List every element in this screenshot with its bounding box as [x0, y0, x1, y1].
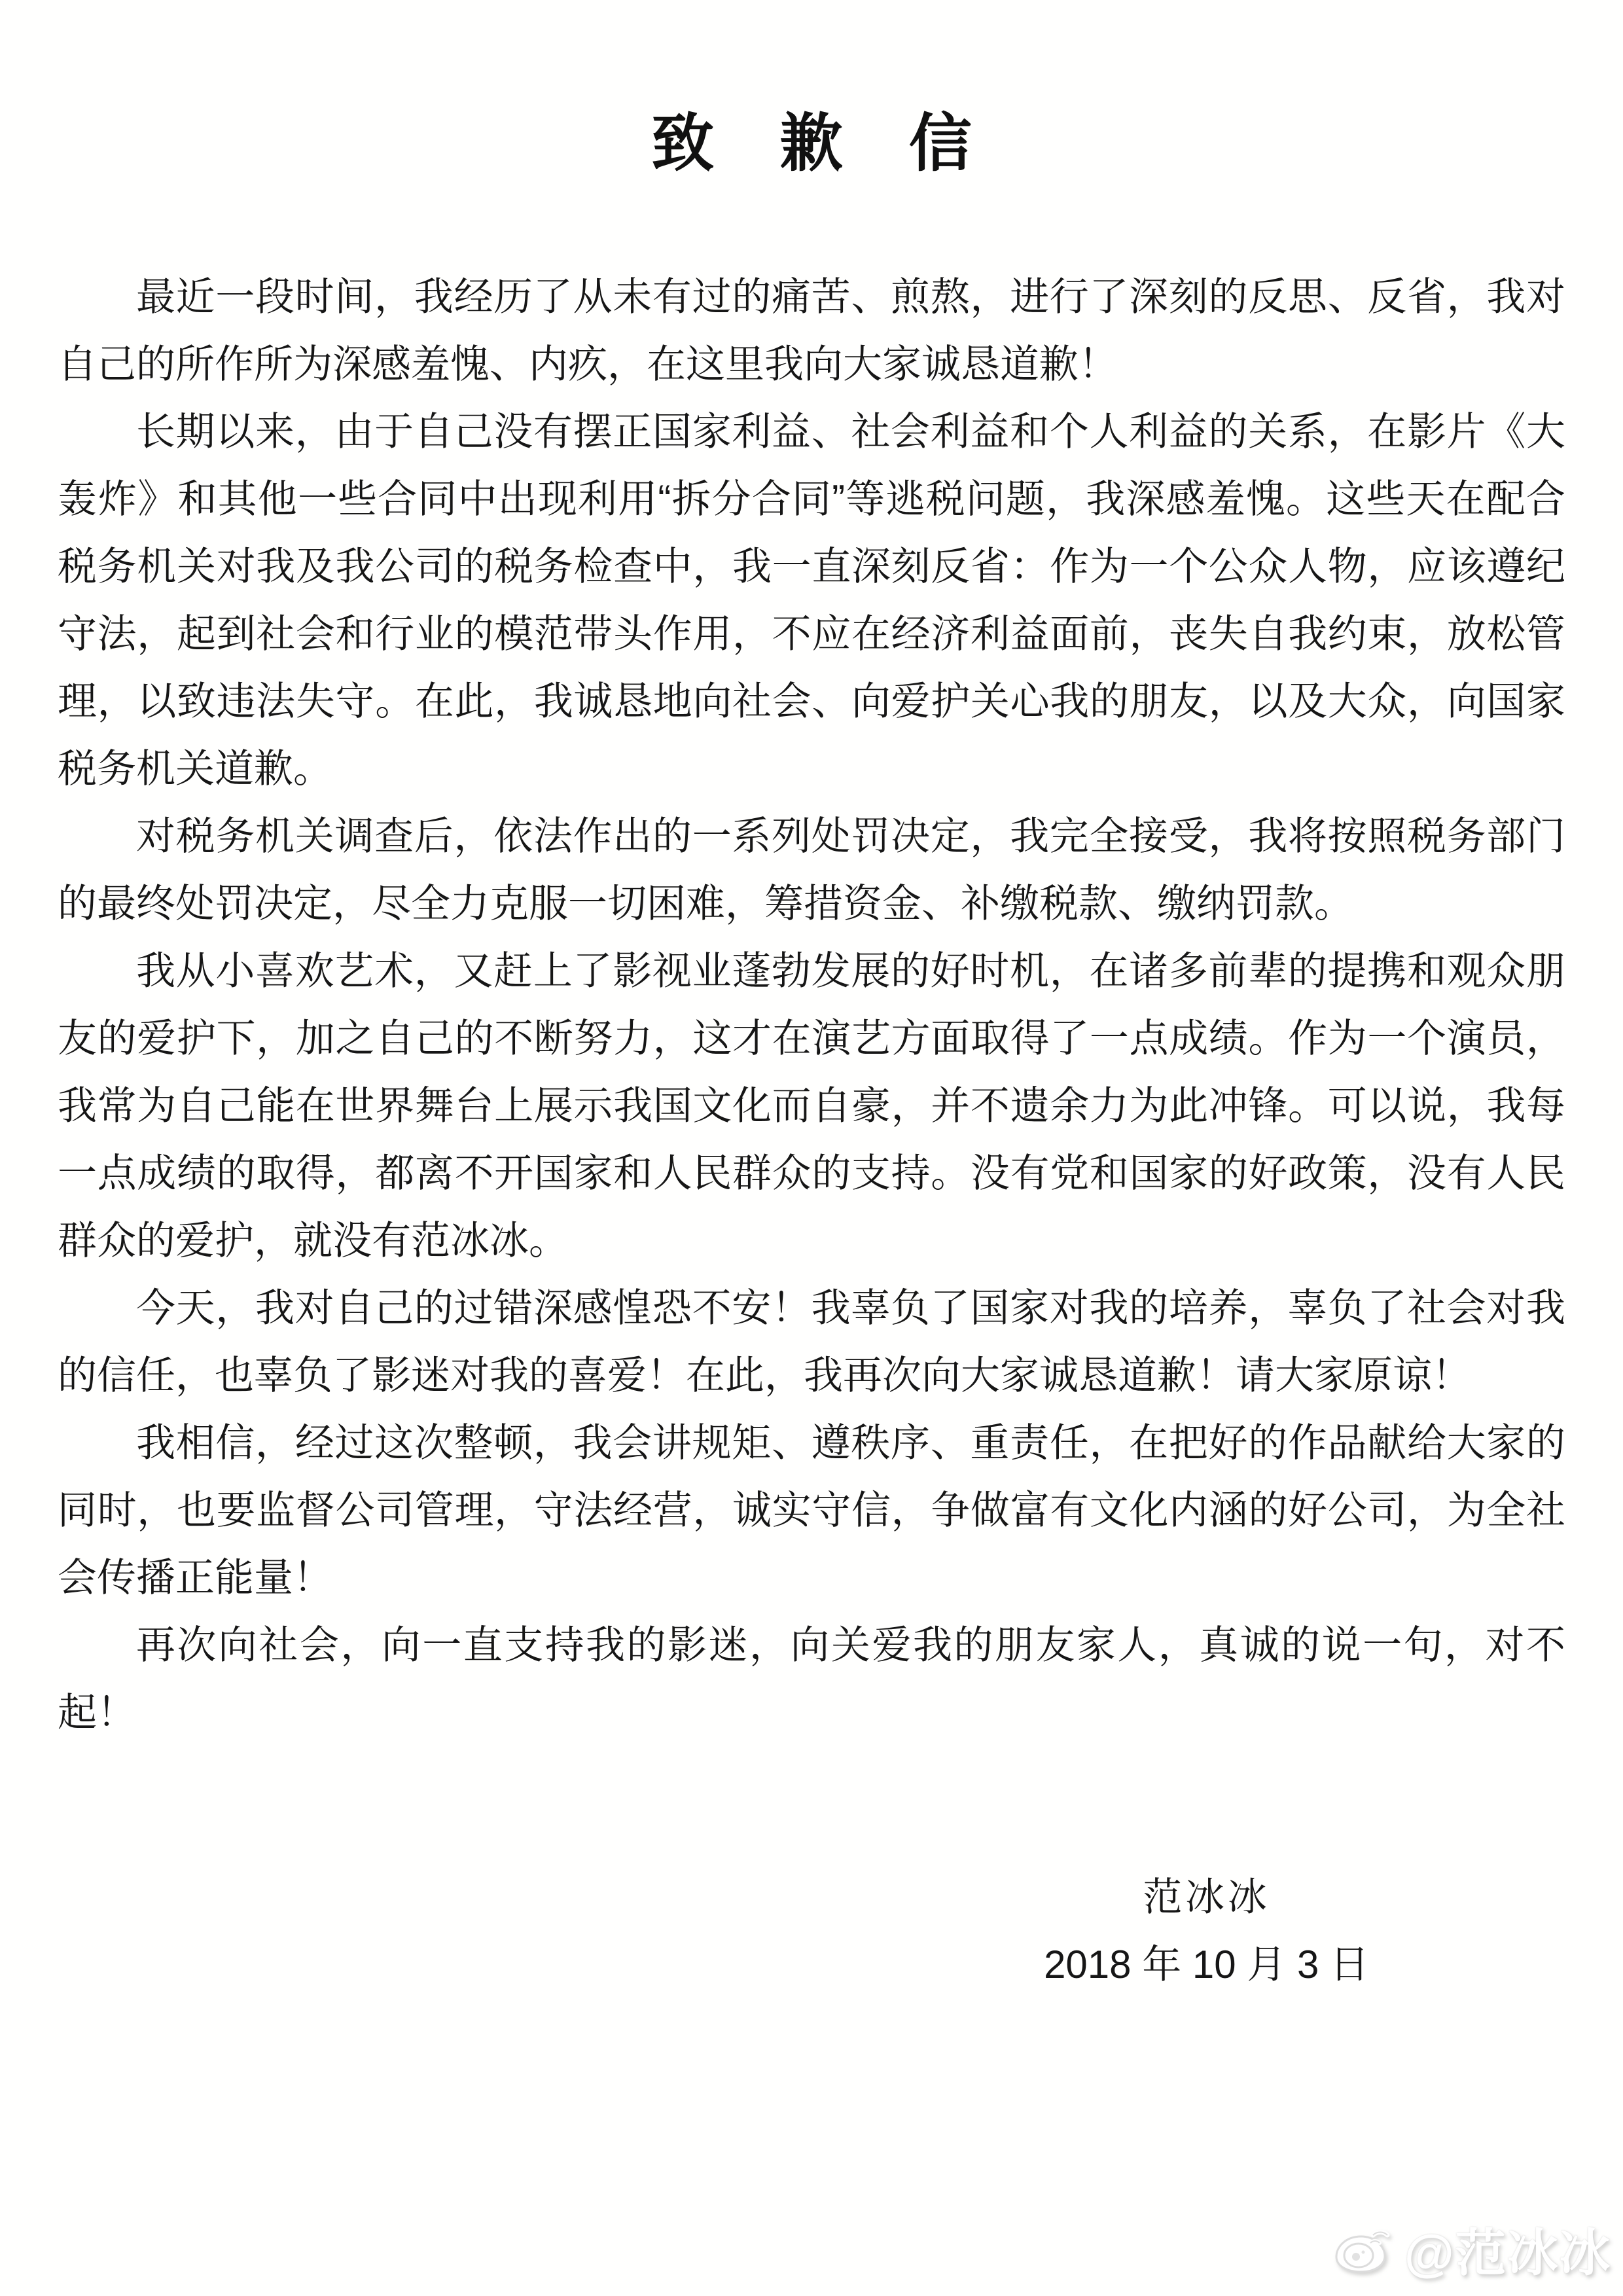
- signature-date: 2018 年 10 月 3 日: [1044, 1943, 1369, 1986]
- paragraph: 最近一段时间，我经历了从未有过的痛苦、煎熬，进行了深刻的反思、反省，我对自己的所作所为深感羞愧、内疚，在这里我向大家诚恳道歉！: [58, 275, 1565, 386]
- weibo-icon: [1332, 2219, 1398, 2279]
- paragraph: 我从小喜欢艺术，又赶上了影视业蓬勃发展的好时机，在诸多前辈的提携和观众朋友的爱护下，加之自己的不断努力，这才在演艺方面取得了一点成绩。作为一个演员，我常为自己能在世界舞台上展示我国文化而自豪，并不遗余力为此冲锋。可以说，我每一点成绩的取得，都离不开国家和人民群众的支持。没有党和国家的好政策，没有人民群众的爱护，就没有范冰冰。: [58, 949, 1565, 1263]
- paragraph: 对税务机关调查后，依法作出的一系列处罚决定，我完全接受，我将按照税务部门的最终处罚决定，尽全力克服一切困难，筹措资金、补缴税款、缴纳罚款。: [58, 814, 1565, 925]
- paragraph: 今天，我对自己的过错深感惶恐不安！我辜负了国家对我的培养，辜负了社会对我的信任，也辜负了影迷对我的喜爱！在此，我再次向大家诚恳道歉！请大家原谅！: [58, 1286, 1565, 1397]
- paragraph: 我相信，经过这次整顿，我会讲规矩、遵秩序、重责任，在把好的作品献给大家的同时，也要监督公司管理，守法经营，诚实守信，争做富有文化内涵的好公司，为全社会传播正能量！: [58, 1421, 1565, 1600]
- paragraph: 长期以来，由于自己没有摆正国家利益、社会利益和个人利益的关系，在影片《大轰炸》和其他一些合同中出现利用“拆分合同”等逃税问题，我深感羞愧。这些天在配合税务机关对我及我公司的税务检查中，我一直深刻反省：作为一个公众人物，应该遵纪守法，起到社会和行业的模范带头作用，不应在经济利益面前，丧失自我约束，放松管理，以致违法失守。在此，我诚恳地向社会、向爱护关心我的朋友，以及大众，向国家税务机关道歉。: [58, 410, 1565, 791]
- closing-block: [1044, 1863, 1369, 1998]
- watermark-text: @范冰冰: [1404, 2224, 1611, 2282]
- signature-name: 范冰冰: [1143, 1875, 1270, 1919]
- letter-body: [58, 263, 1565, 1746]
- paragraph: 再次向社会，向一直支持我的影迷，向关爱我的朋友家人，真诚的说一句，对不起！: [58, 1623, 1565, 1734]
- weibo-watermark: [1332, 2212, 1611, 2286]
- letter-title: 致歉信: [651, 109, 1038, 179]
